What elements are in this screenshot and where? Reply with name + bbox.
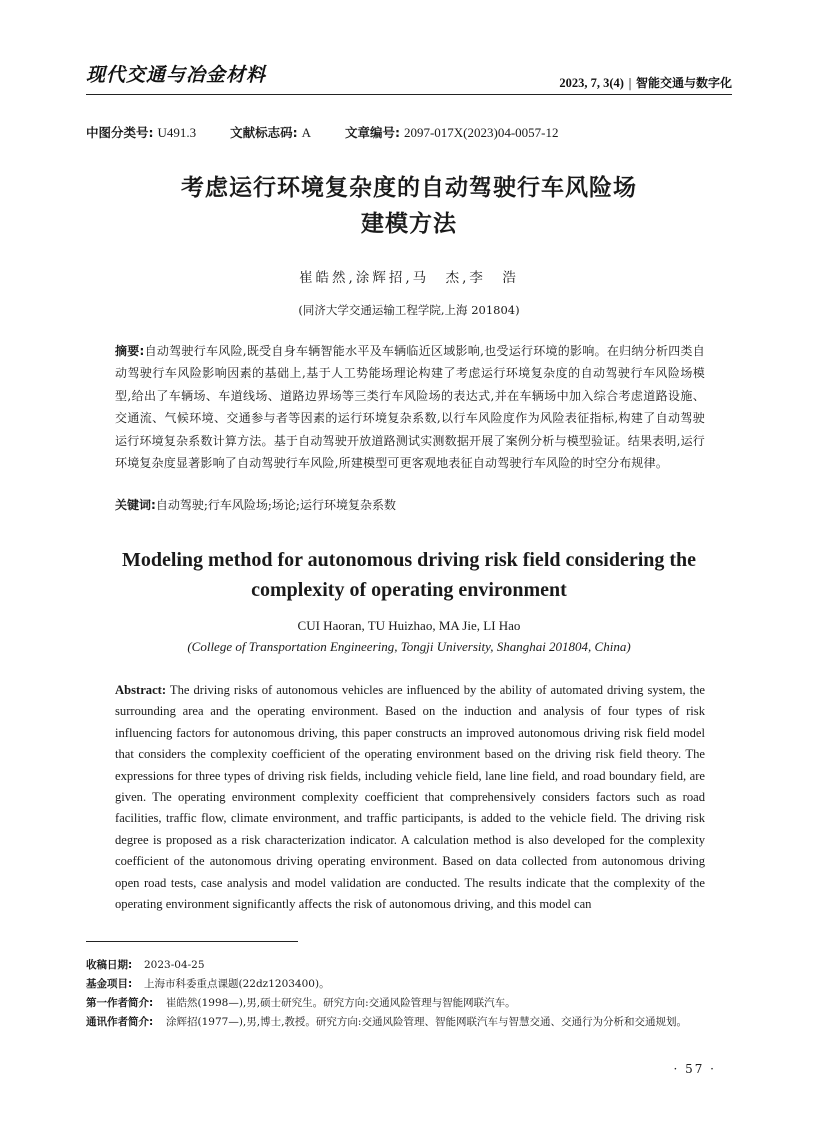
footnote-label: 收稿日期: <box>86 959 133 971</box>
title-english: Modeling method for autonomous driving risk field considering the complexity of operating environment <box>121 549 697 601</box>
authors-chinese: 崔皓然,涂辉招,马 杰,李 浩 <box>299 270 519 286</box>
authors-english: CUI Haoran, TU Huizhao, MA Jie, LI Hao <box>297 618 521 633</box>
abstract-cn-text: 自动驾驶行车风险,既受自身车辆智能水平及车辆临近区域影响,也受运行环境的影响。在归纳分析四类自动驾驶行车风险影响因素的基础上,基于人工势能场理论构建了考虑运行环境复杂度的自动驾驶行车风险场模型,给出了车辆场、车道线场、道路边界场等三类行车风险场的表达式,并在车辆场中加入综合考虑道路设施、交通流、气候环境、交通参与者等因素的运行环境复杂系数,以行车风险度作为风险表征指标,构建了自动驾驶运行环境复杂系数计算方法。基于自动驾驶开放道路测试实测数据开展了案例分析与模型验证。结果表明,运行环境复杂度显著影响了自动驾驶行车风险,所建模型可更客观地表征自动驾驶行车风险的时空分布规律。 <box>115 344 705 471</box>
running-header <box>86 60 732 96</box>
keywords-cn-text: 自动驾驶;行车风险场;场论;运行环境复杂系数 <box>155 498 396 512</box>
footnote-text: 涂辉招(1977—),男,博士,教授。研究方向:交通风险管理、智能网联汽车与智慧交通、交通行为分析和交通规划。 <box>166 1016 687 1028</box>
issue-info: 2023, 7, 3(4) | 智能交通与数字化 <box>559 76 732 90</box>
abstract-cn-label: 摘要: <box>115 344 145 358</box>
footnote-label: 第一作者简介: <box>86 997 154 1009</box>
footnote-text: 崔皓然(1998—),男,硕士研究生。研究方向:交通风险管理与智能网联汽车。 <box>166 997 516 1009</box>
doc-code-label: 文献标志码: <box>230 125 298 140</box>
clc-value: U491.3 <box>157 125 197 140</box>
article-no-value: 2097-017X(2023)04-0057-12 <box>403 125 559 140</box>
doc-code-value: A <box>301 125 311 140</box>
abstract-chinese <box>115 340 705 474</box>
footnotes <box>86 956 736 1032</box>
footnote-corresponding-author <box>86 1013 736 1032</box>
article-no-label: 文章编号: <box>344 125 400 140</box>
affiliation-english: (College of Transportation Engineering, Tongji University, Shanghai 201804, China) <box>187 639 631 654</box>
footnote-rule <box>86 941 298 942</box>
section-name: 智能交通与数字化 <box>635 76 732 90</box>
footnote-text: 上海市科委重点课题(22dz1203400)。 <box>144 978 330 990</box>
footnote-first-author <box>86 994 736 1013</box>
keywords-cn-label: 关键词: <box>115 498 156 512</box>
clc-label: 中图分类号: <box>86 125 154 140</box>
footnote-funding <box>86 975 736 994</box>
keywords-chinese <box>115 496 705 513</box>
footnote-text: 2023-04-25 <box>144 959 205 971</box>
page-number: · 57 · <box>673 1062 716 1076</box>
affiliation-chinese: (同济大学交通运输工程学院,上海 201804) <box>298 303 520 317</box>
abstract-english <box>115 680 705 915</box>
abstract-en-label: Abstract: <box>115 683 167 697</box>
footnote-label: 基金项目: <box>86 978 133 990</box>
journal-logo: 现代交通与冶金材料 <box>86 64 267 86</box>
footnote-label: 通讯作者简介: <box>86 1016 154 1028</box>
title-chinese: 考虑运行环境复杂度的自动驾驶行车风险场 建模方法 <box>181 175 637 237</box>
abstract-en-text: The driving risks of autonomous vehicles are influenced by the ability of automated driving system, the surrounding area and the operating environment. Based on the induction and analysis of four types of risk influencing factors for autonomous driving, this paper constructs an improved autonomous driving risk field model that considers the complexity coefficient of the operating environment based on the driving risk field theory. The expressions for three types of driving risk fields, including vehicle field, lane line field, and road boundary field, are given. The operating environment complexity coefficient that comprehensively considers factors such as road facilities, traffic flow, climate environment, and traffic participants, is added to the vehicle field. The driving risk degree is proposed as a risk characterization indicator. A calculation method is also developed for the complexity coefficient of the autonomous driving operating environment. Based on data collected from autonomous driving open road tests, case analysis and model validation are conducted. The results indicate that the complexity of the operating environment significantly affects the risk of autonomous driving, and this model can <box>115 683 705 912</box>
footnote-received <box>86 956 736 975</box>
header-rule <box>86 94 732 95</box>
classification-line <box>86 123 589 141</box>
issue-number: 2023, 7, 3(4) <box>559 76 624 90</box>
